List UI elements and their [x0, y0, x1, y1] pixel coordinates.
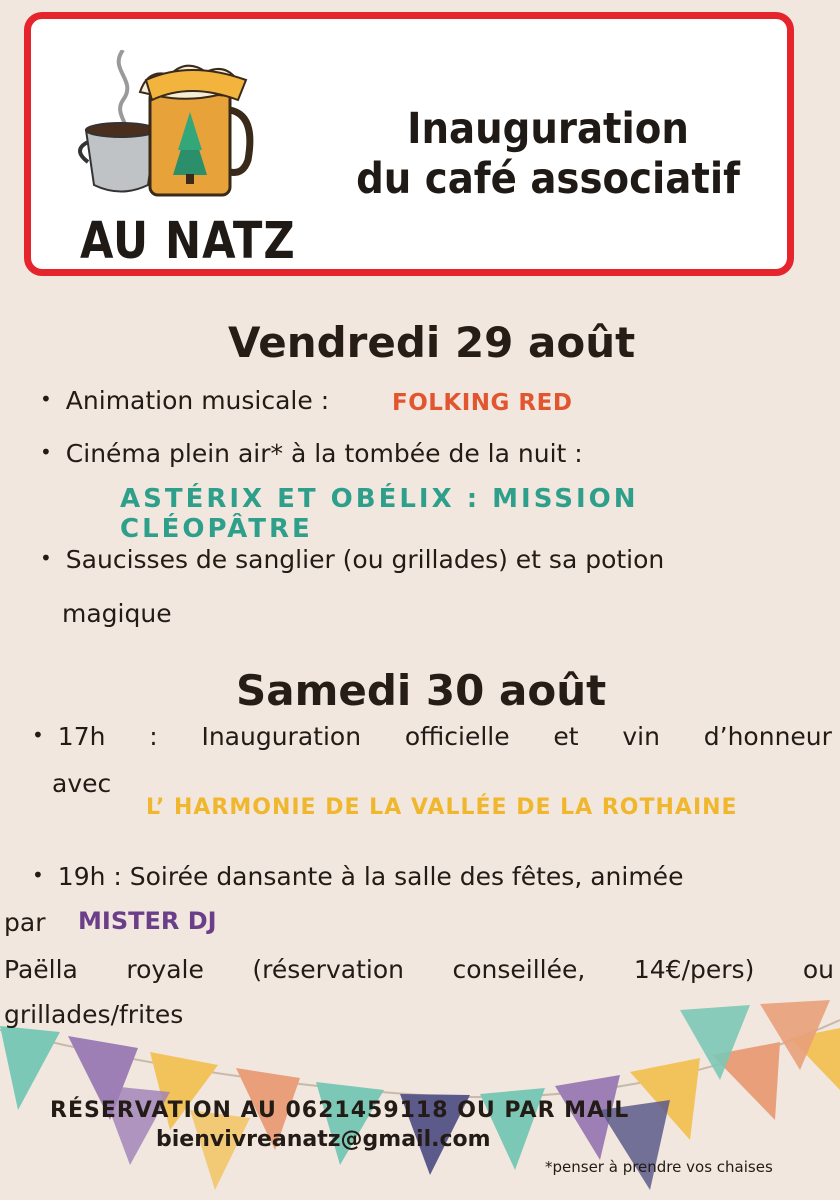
word: et	[553, 722, 579, 751]
bullet-icon: •	[40, 546, 52, 570]
saturday-heading: Samedi 30 août	[236, 666, 607, 715]
word: ou	[802, 955, 834, 984]
band-name-harmonie: L’ HARMONIE DE LA VALLÉE DE LA ROTHAINE	[146, 795, 738, 820]
band-name: FOLKING RED	[392, 390, 573, 416]
word: d’honneur	[703, 722, 832, 751]
item-label: Saucisses de sanglier (ou grillades) et sa potion	[65, 545, 665, 574]
reservation-text: RÉSERVATION AU 0621459118 OU PAR MAIL	[50, 1098, 630, 1123]
item-label: 19h : Soirée dansante à la salle des fêtes, animée	[57, 862, 684, 891]
saturday-item-inauguration	[32, 722, 832, 753]
bullet-icon: •	[40, 387, 52, 411]
bullet-icon: •	[32, 723, 44, 747]
word: Paëlla	[4, 955, 78, 984]
page-title	[318, 104, 778, 204]
saturday-item-inauguration-cont: avec	[52, 769, 112, 798]
logo-label: AU NATZ	[80, 212, 296, 271]
separator: :	[149, 722, 158, 751]
time-label: 17h	[57, 722, 106, 751]
friday-item-food	[40, 545, 664, 576]
saturday-item-dance	[32, 862, 683, 893]
email-link[interactable]: bienvivreanatz@gmail.com	[156, 1127, 491, 1152]
beer-and-coffee-logo-icon	[78, 50, 268, 200]
food-line-cont: grillades/frites	[4, 1000, 184, 1029]
word: conseillée,	[452, 955, 586, 984]
word: Inauguration	[201, 722, 362, 751]
footnote: *penser à prendre vos chaises	[545, 1158, 773, 1176]
food-line	[4, 955, 834, 984]
bullet-icon: •	[32, 863, 44, 887]
friday-item-music	[40, 386, 329, 417]
item-label: Animation musicale :	[65, 386, 330, 415]
bullet-icon: •	[40, 440, 52, 464]
dj-name: MISTER DJ	[78, 907, 217, 935]
word: officielle	[404, 722, 510, 751]
item-label: Cinéma plein air* à la tombée de la nuit :	[65, 439, 583, 468]
dance-par: par	[4, 908, 46, 937]
film-title: ASTÉRIX ET OBÉLIX : MISSION CLÉOPÂTRE	[120, 484, 639, 544]
word: (réservation	[252, 955, 404, 984]
word: 14€/pers)	[633, 955, 755, 984]
title-line-2: du café associatif	[356, 154, 740, 204]
word: vin	[622, 722, 660, 751]
friday-item-cinema	[40, 439, 583, 470]
word: royale	[126, 955, 204, 984]
friday-heading: Vendredi 29 août	[228, 318, 636, 367]
friday-item-food-cont: magique	[62, 599, 172, 628]
title-line-1: Inauguration	[407, 104, 689, 154]
